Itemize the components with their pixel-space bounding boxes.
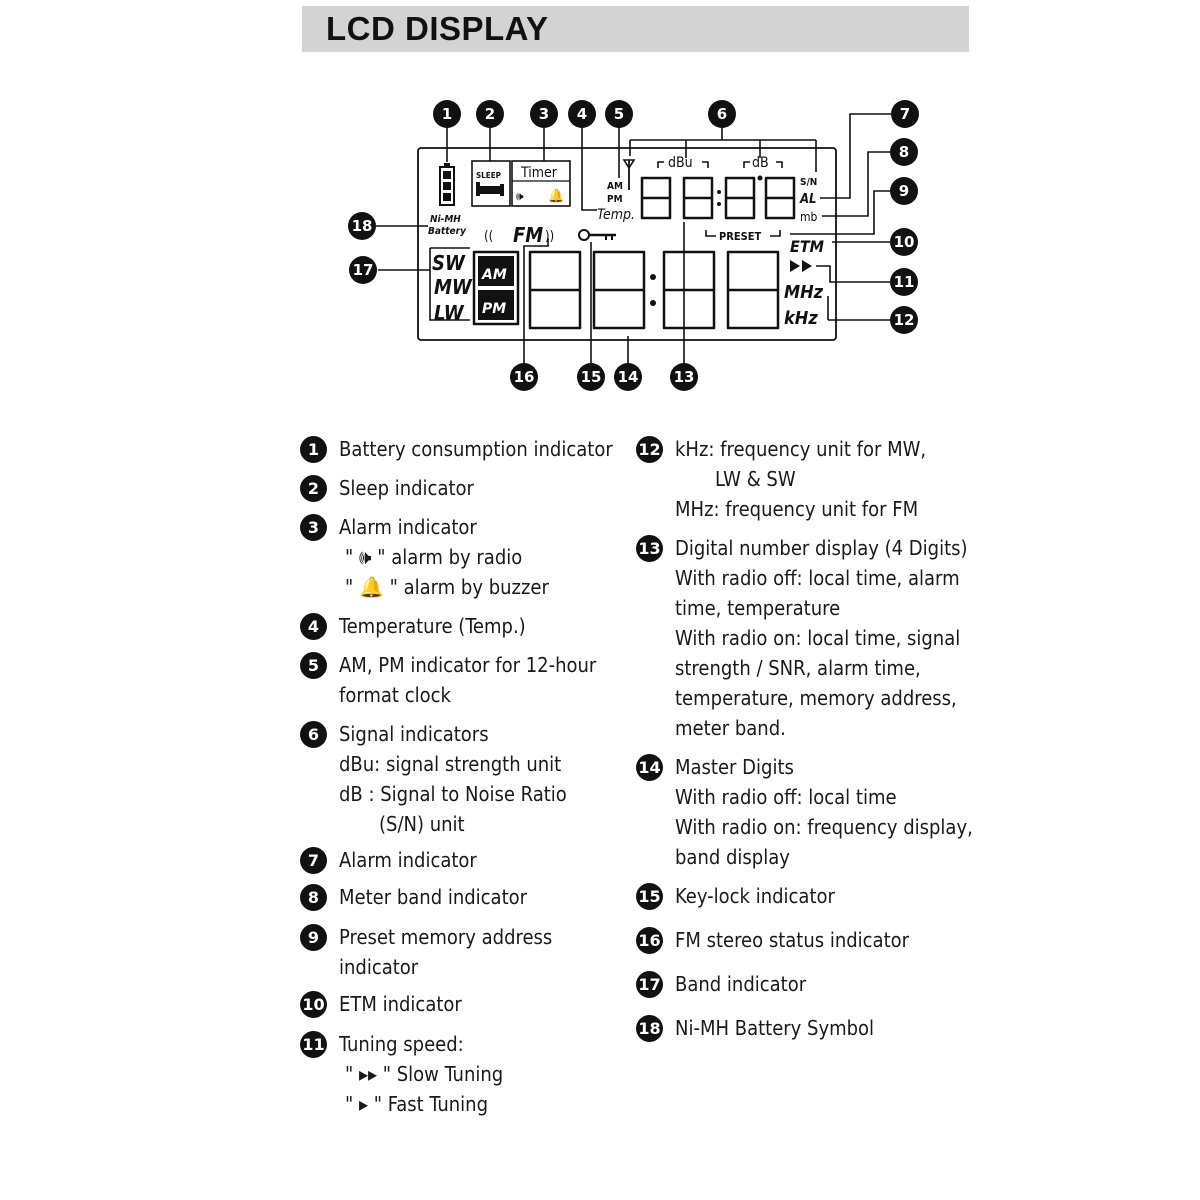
radio-alarm-icon: 🕪 [516,189,524,203]
callout-number: 2 [484,105,496,123]
legend-item-17 [636,969,996,999]
legend-item-8 [300,882,620,912]
legend-text: " ▸▸ " Slow Tuning [345,1062,504,1086]
legend-number: 4 [300,613,327,640]
sn-label: S/N [800,177,818,188]
key-lock-icon [579,230,616,240]
callout-number: 14 [617,368,639,386]
legend-number: 16 [636,927,663,954]
legend-item-13 [636,533,996,743]
master-digits [530,252,778,328]
legend-text: Meter band indicator [339,885,528,909]
lw-label: LW [434,301,464,325]
callout-16 [510,363,538,391]
legend-number: 10 [300,991,327,1018]
legend-text: Band indicator [675,972,807,996]
legend-text: AM, PM indicator for 12-hour [339,653,597,677]
callout-number: 17 [352,261,374,279]
callout-number: 8 [898,143,910,161]
sw-label: SW [432,251,465,275]
legend-number: 8 [300,884,327,911]
callout-12 [890,306,918,334]
legend-item-5 [300,650,620,710]
legend-number: 14 [636,754,663,781]
legend-text: FM stereo status indicator [675,928,910,952]
tuning-speed-icon [790,260,812,272]
dbu-label: dBu [668,155,693,171]
legend-item-11 [300,1029,620,1119]
callout-9 [890,177,918,205]
legend-item-3 [300,512,620,602]
legend-text: Alarm indicator [339,848,477,872]
legend-text: dB : Signal to Noise Ratio [339,782,567,806]
legend-left [300,434,620,1119]
legend-text: Alarm indicator [339,515,477,539]
callout-number: 15 [580,368,602,386]
am-small-label: AM [607,181,623,192]
legend-number: 12 [636,436,663,463]
db-label: dB [752,155,769,171]
lcd-diagram [0,0,1200,400]
legend-number: 13 [636,535,663,562]
callout-number: 3 [538,105,550,123]
legend-item-15 [636,881,996,911]
fm-label: FM [513,223,544,247]
legend-item-1 [300,434,620,464]
legend-item-18 [636,1013,996,1043]
callout-11 [890,268,918,296]
legend-text: Preset memory address [339,925,553,949]
ni-mh-label: Ni-MH [430,214,461,225]
battery-icon [440,163,454,205]
callout-number: 5 [613,105,625,123]
preset-label: PRESET [719,230,762,243]
legend-number: 18 [636,1015,663,1042]
bed-icon [476,182,504,196]
legend-text: Ni-MH Battery Symbol [675,1016,875,1040]
legend-number: 11 [300,1031,327,1058]
callout-18 [348,212,376,240]
legend-number: 15 [636,883,663,910]
sleep-label: SLEEP [476,171,501,180]
legend-item-2 [300,473,620,503]
legend-text: time, temperature [675,596,841,620]
legend-item-4 [300,611,620,641]
legend-number: 9 [300,924,327,951]
legend-text: Battery consumption indicator [339,437,613,461]
legend-text: Key-lock indicator [675,884,835,908]
legend-right [636,434,996,1043]
callout-13 [670,363,698,391]
callout-15 [577,363,605,391]
etm-label: ETM [790,237,824,256]
small-digit-display [642,176,794,219]
legend-number: 3 [300,514,327,541]
legend-number: 6 [300,721,327,748]
legend-text: (S/N) unit [379,812,465,836]
temp-label: Temp. [597,207,635,223]
callout-1 [433,100,461,128]
legend-text: Signal indicators [339,722,489,746]
callout-14 [614,363,642,391]
legend-item-10 [300,989,620,1019]
legend-number: 17 [636,971,663,998]
mhz-label: MHz [784,282,824,303]
legend-item-9 [300,922,620,982]
legend-text: kHz: frequency unit for MW, [675,437,927,461]
legend-number: 7 [300,847,327,874]
legend-text: meter band. [675,716,786,740]
al-label: AL [800,192,817,207]
antenna-icon [624,160,634,190]
pm-small-label: PM [607,194,623,205]
legend-item-12 [636,434,996,524]
stereo-right-icon: )) [545,229,555,244]
legend-text: Master Digits [675,755,794,779]
callout-10 [890,228,918,256]
callout-number: 1 [441,105,453,123]
legend-text: With radio off: local time [675,785,897,809]
am-big-label: AM [482,267,507,283]
legend-item-7 [300,845,620,875]
legend-text: ETM indicator [339,992,462,1016]
callout-number: 6 [716,105,728,123]
mb-label: mb [800,210,818,224]
page-title: LCD DISPLAY [326,10,549,47]
callout-number: 9 [898,182,910,200]
legend-text: With radio on: local time, signal [675,626,961,650]
legend-text: " 🔔 " alarm by buzzer [345,575,549,599]
khz-label: kHz [784,308,818,329]
legend-text: Temperature (Temp.) [339,614,526,638]
callout-number: 16 [513,368,535,386]
legend-number: 5 [300,652,327,679]
callout-2 [476,100,504,128]
callout-4 [568,100,596,128]
callout-3 [530,100,558,128]
legend-text: LW & SW [715,467,796,491]
legend-text: format clock [339,683,451,707]
legend-text: indicator [339,955,419,979]
callout-number: 11 [893,273,915,291]
timer-label: Timer [521,165,557,181]
legend-text: MHz: frequency unit for FM [675,497,919,521]
legend-item-6 [300,719,620,839]
callout-number: 13 [673,368,695,386]
legend-number: 2 [300,475,327,502]
callout-5 [605,100,633,128]
legend-text: Digital number display (4 Digits) [675,536,968,560]
legend-text: band display [675,845,790,869]
legend-text: With radio off: local time, alarm [675,566,960,590]
callout-number: 12 [893,311,915,329]
callout-7 [891,100,919,128]
legend-text: dBu: signal strength unit [339,752,562,776]
legend-text: " 🕪 " alarm by radio [345,545,523,569]
legend-item-14 [636,752,996,872]
legend-text: With radio on: frequency display, [675,815,973,839]
legend-item-16 [636,925,996,955]
stereo-left-icon: (( [484,229,494,244]
battery-label: Battery [428,226,466,237]
callout-8 [890,138,918,166]
legend-text: " ▸ " Fast Tuning [345,1092,488,1116]
callout-number: 18 [351,217,373,235]
pm-big-label: PM [482,301,507,317]
mw-label: MW [434,275,472,299]
legend-text: Tuning speed: [339,1032,464,1056]
legend-text: temperature, memory address, [675,686,957,710]
callout-number: 4 [576,105,588,123]
legend-text: strength / SNR, alarm time, [675,656,921,680]
callout-6 [708,100,736,128]
callout-number: 10 [893,233,915,251]
callout-17 [349,256,377,284]
bell-icon: 🔔 [548,189,565,204]
callout-number: 7 [899,105,911,123]
legend-text: Sleep indicator [339,476,474,500]
legend-number: 1 [300,436,327,463]
